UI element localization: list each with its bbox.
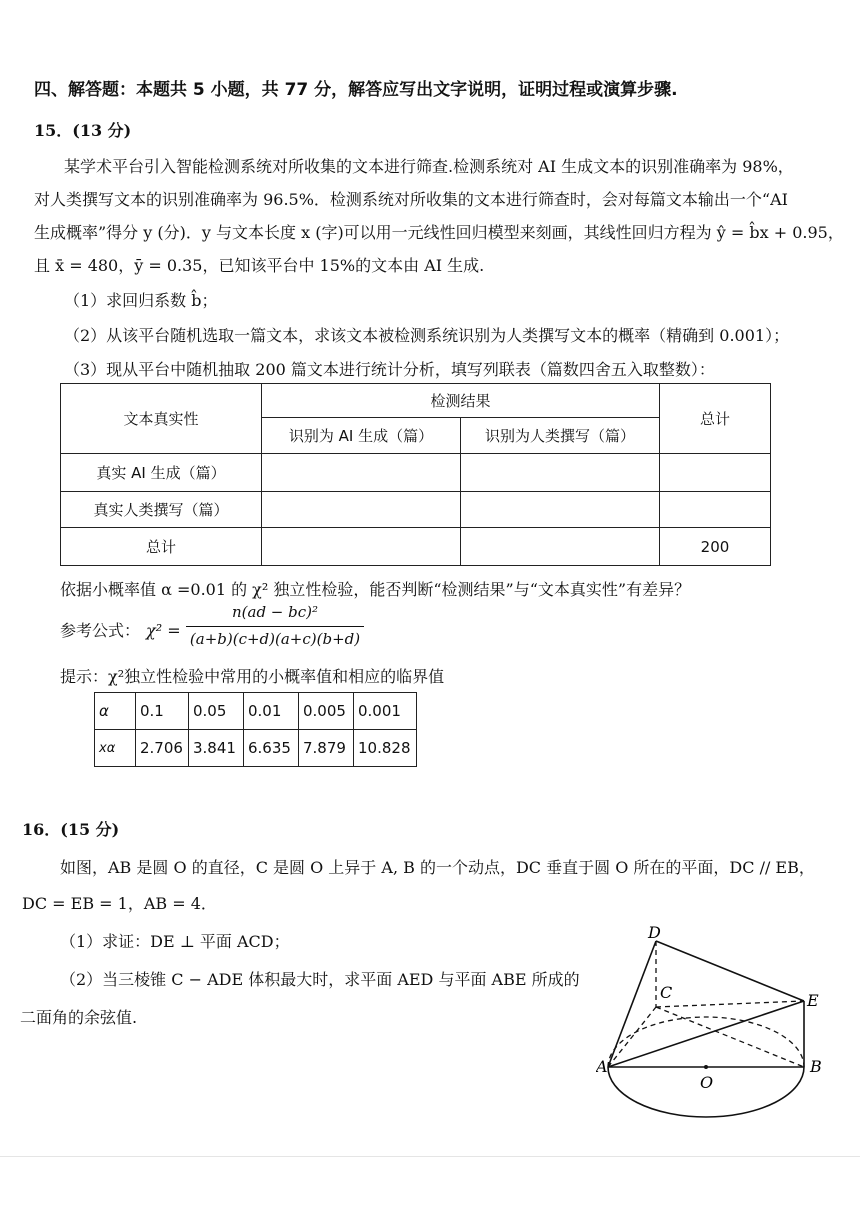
q15-subquestion-1: （1）求回归系数 b̂； [64, 291, 218, 310]
formula-numerator: n(ad − bc)² [231, 603, 319, 621]
label-D: D [648, 923, 661, 942]
q16-number: 16．(15 分) [22, 820, 120, 839]
table-cell [660, 492, 771, 528]
critical-value: 7.879 [299, 730, 354, 767]
q15-subquestion-3: （3）现从平台中随机抽取 200 篇文本进行统计分析，填写列联表（篇数四舍五入取整数）： [64, 360, 715, 379]
edge-AE [608, 1001, 804, 1067]
label-C: C [660, 983, 673, 1002]
q15-paragraph-2: 对人类撰写文本的识别准确率为 96.5%．检测系统对所收集的文本进行筛查时，会对每篇文本输出一个“AI [34, 190, 788, 209]
table-total-header: 总计 [660, 384, 771, 454]
alpha-value: 0.01 [244, 693, 299, 730]
q15-number: 15．(13 分) [34, 121, 132, 140]
table-cell [262, 454, 461, 492]
critical-value: 6.635 [244, 730, 299, 767]
q15-subquestion-2: （2）从该平台随机选取一篇文本，求该文本被检测系统识别为人类撰写文本的概率（精确到 0.001）； [64, 326, 790, 345]
geometry-figure [596, 916, 832, 1142]
q15-independence-question: 依据小概率值 α =0.01 的 χ² 独立性检验，能否判断“检测结果”与“文本真实性”有差异？ [60, 580, 691, 599]
formula-denominator: (a+b)(c+d)(a+c)(b+d) [189, 630, 361, 648]
label-E: E [807, 991, 819, 1010]
contingency-table [60, 383, 771, 566]
critical-value: 2.706 [136, 730, 189, 767]
alpha-value: 0.005 [299, 693, 354, 730]
alpha-label: α [95, 693, 136, 730]
edge-DE [656, 941, 804, 1001]
edge-AC [608, 1007, 656, 1067]
q16-subquestion-2: （2）当三棱锥 C − ADE 体积最大时，求平面 AED 与平面 ABE 所成的 [60, 970, 580, 989]
alpha-value: 0.001 [354, 693, 417, 730]
page-bottom-rule [0, 1156, 860, 1157]
q15-paragraph-1: 某学术平台引入智能检测系统对所收集的文本进行筛查.检测系统对 AI 生成文本的识别准确率为 98%， [64, 157, 794, 176]
alpha-value: 0.1 [136, 693, 189, 730]
table-row-total: 总计 [61, 528, 262, 566]
edge-CB [656, 1007, 804, 1067]
center-point [704, 1065, 708, 1069]
table-cell [461, 454, 660, 492]
table-grand-total: 200 [660, 528, 771, 566]
x-alpha-label: xα [95, 730, 136, 767]
formula-lhs: χ² = [146, 621, 181, 640]
q16-subquestion-1: （1）求证：DE ⊥ 平面 ACD； [60, 932, 290, 951]
table-group-header: 检测结果 [262, 384, 660, 418]
critical-value-hint: 提示：χ²独立性检验中常用的小概率值和相应的临界值 [60, 667, 445, 686]
q15-paragraph-3: 生成概率”得分 y (分)．y 与文本长度 x (字)可以用一元线性回归模型来刻画，其线性回归方程为 ŷ = b̂x + 0.95， [34, 223, 844, 242]
section-header: 四、解答题：本题共 5 小题，共 77 分，解答应写出文字说明，证明过程或演算步骤. [34, 80, 678, 100]
table-col-ai: 识别为 AI 生成（篇） [262, 418, 461, 454]
label-B: B [810, 1057, 822, 1076]
table-row-human: 真实人类撰写（篇） [61, 492, 262, 528]
q16-paragraph-1: 如图，AB 是圆 O 的直径，C 是圆 O 上异于 A, B 的一个动点，DC 垂直于圆 O 所在的平面，DC // EB， [60, 858, 815, 877]
edge-CE [656, 1001, 804, 1007]
table-col-human: 识别为人类撰写（篇） [461, 418, 660, 454]
table-cell [262, 492, 461, 528]
q15-paragraph-4: 且 x̄ = 480，ȳ = 0.35，已知该平台中 15%的文本由 AI 生成. [34, 256, 485, 275]
q16-paragraph-2: DC = EB = 1，AB = 4． [22, 894, 217, 913]
table-cell [461, 492, 660, 528]
table-cell [660, 454, 771, 492]
alpha-value: 0.05 [189, 693, 244, 730]
label-A: A [596, 1057, 608, 1076]
table-cell [262, 528, 461, 566]
critical-value-table [94, 692, 417, 767]
table-cell [461, 528, 660, 566]
table-row-ai: 真实 AI 生成（篇） [61, 454, 262, 492]
critical-value: 10.828 [354, 730, 417, 767]
q16-subquestion-2-continued: 二面角的余弦值. [20, 1008, 138, 1027]
critical-value: 3.841 [189, 730, 244, 767]
formula-label: 参考公式： [60, 621, 141, 640]
edge-AD [608, 941, 656, 1067]
circle-back-arc [608, 1017, 804, 1067]
fraction-bar [186, 626, 364, 627]
table-corner-cell: 文本真实性 [61, 384, 262, 454]
label-O: O [700, 1073, 714, 1092]
